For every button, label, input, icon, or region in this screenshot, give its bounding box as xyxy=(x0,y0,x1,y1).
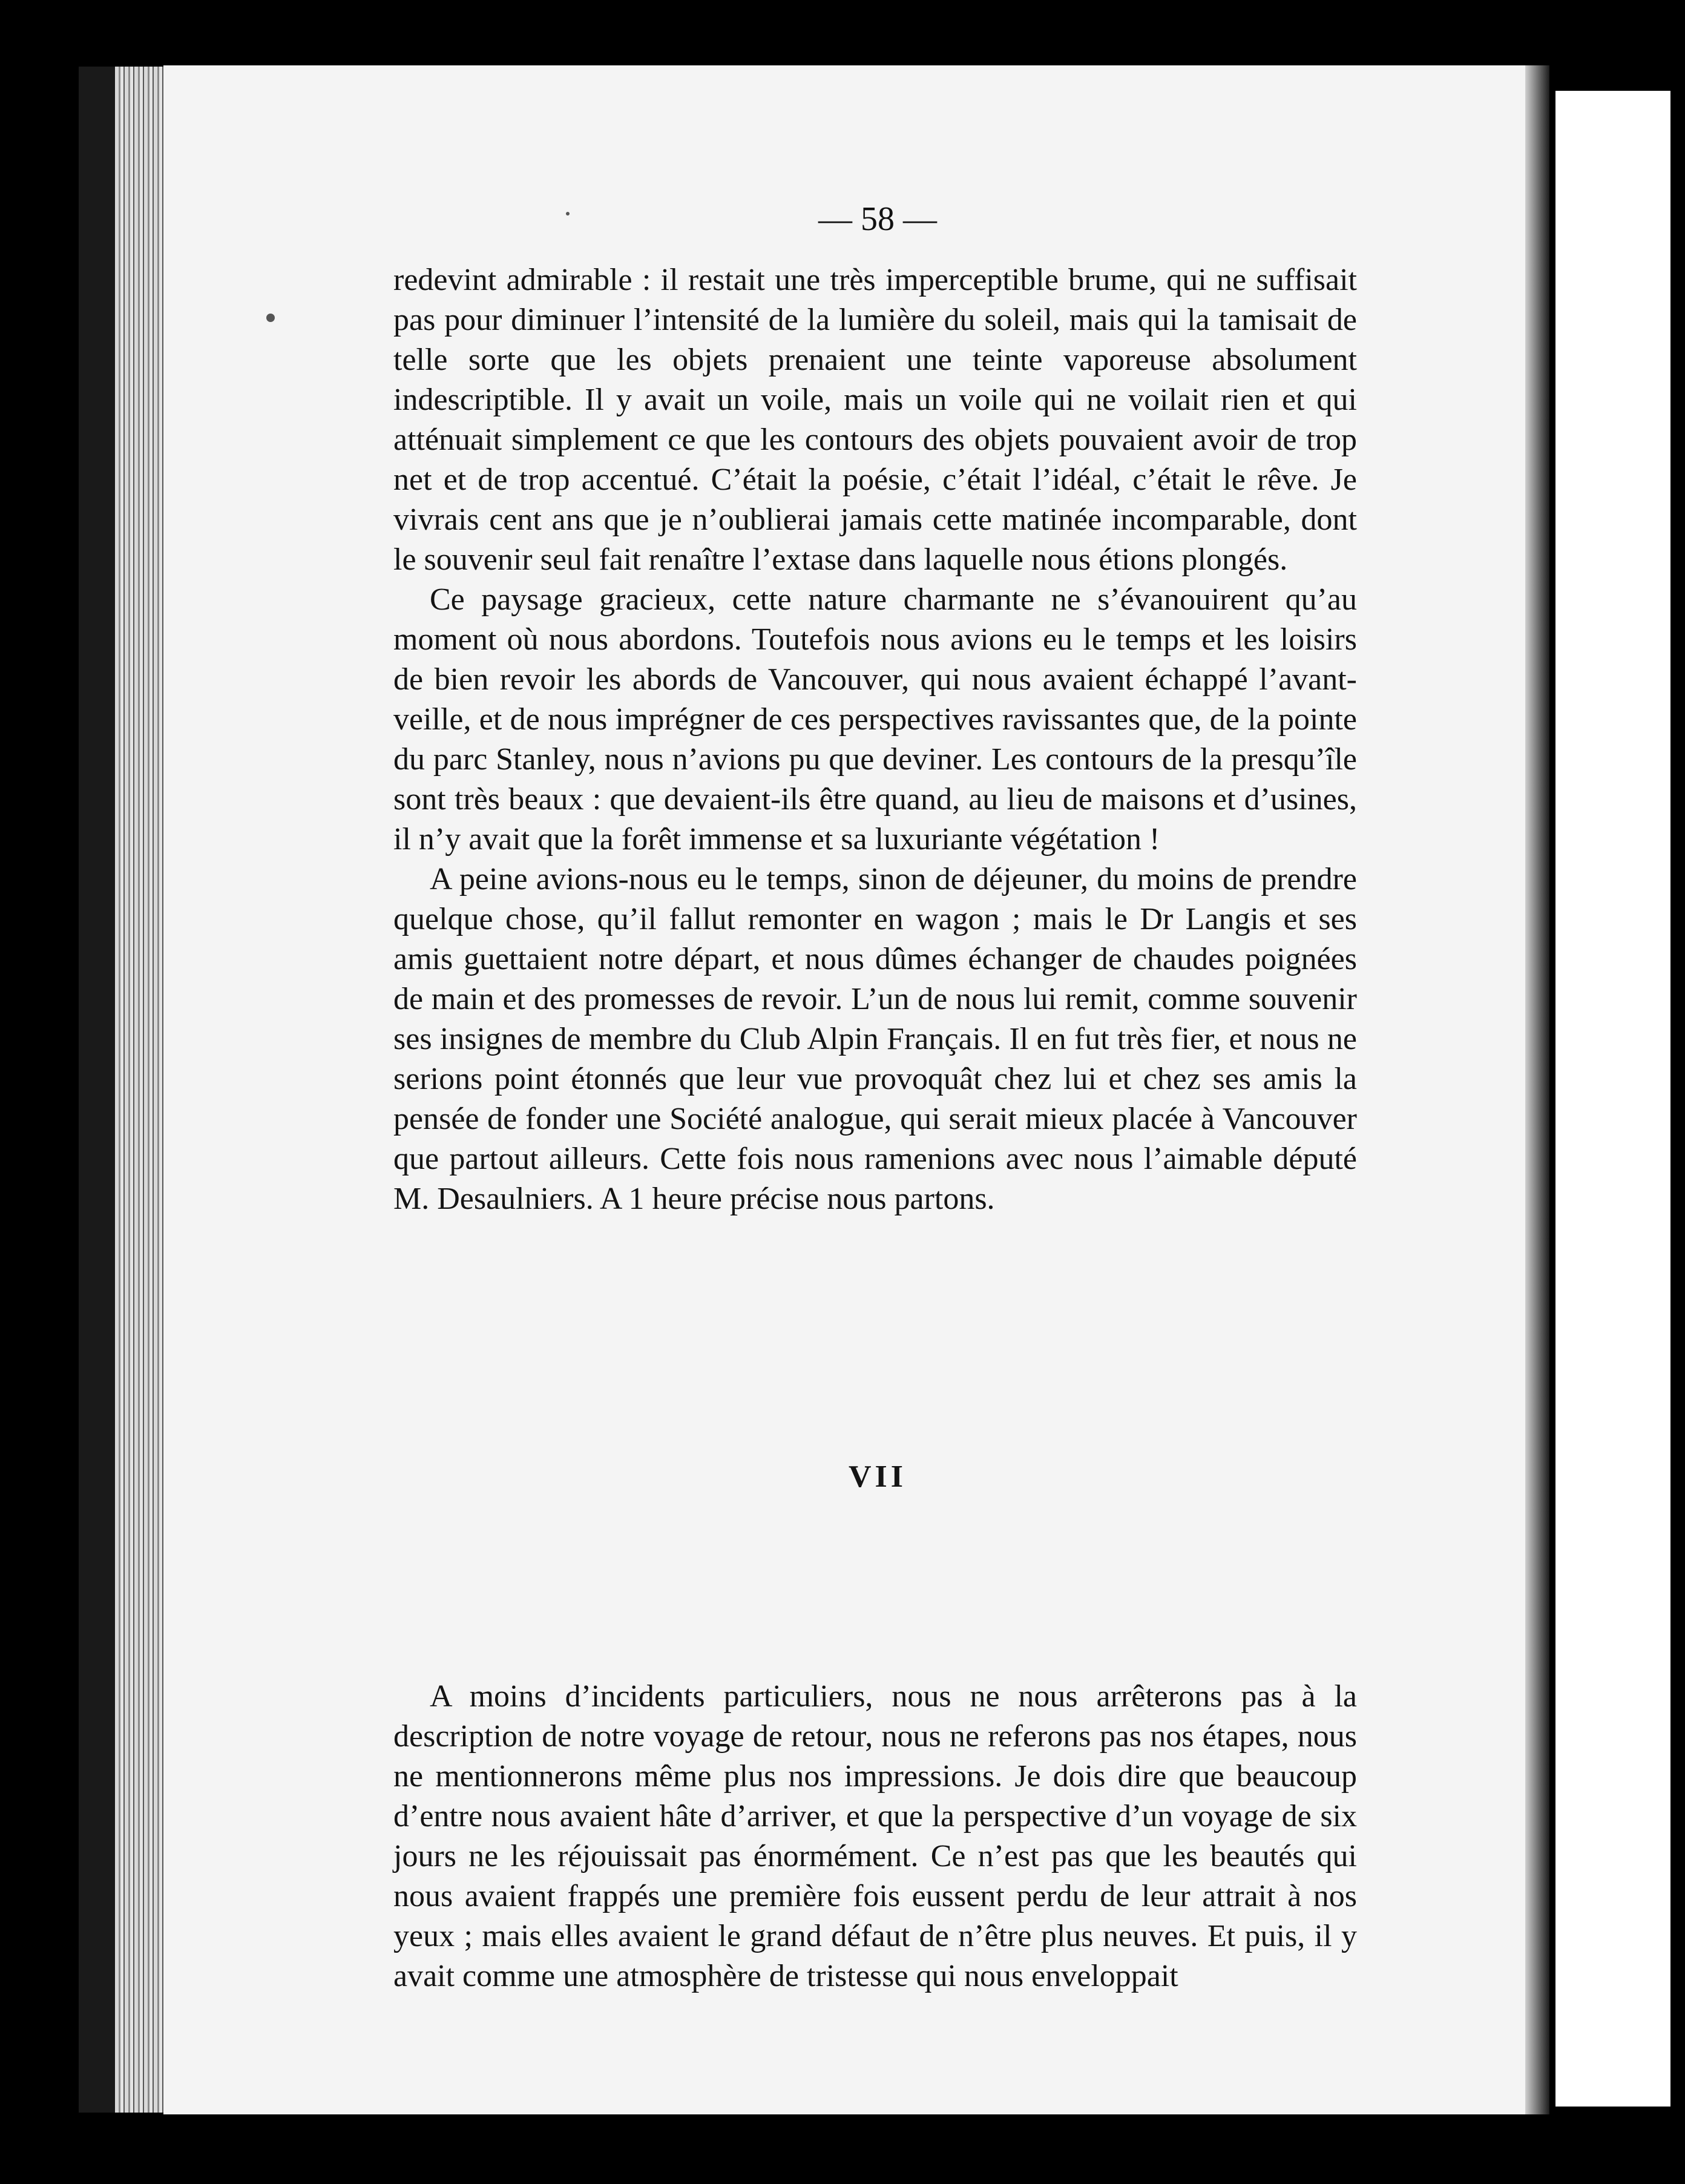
paragraph: A peine avions-nous eu le temps, sinon de déjeuner, du moins de prendre quelque chose, qu’il fallut remonter en wagon ; mais le Dr Langis et ses amis guettaient notre départ, et nous dûmes échanger de chaudes poignées de main et des promesses de revoir. L’un de nous lui remit, comme souvenir ses insignes de membre du Club Alpin Français. Il en fut très fier, et nous ne serions point étonnés que leur vue provoquât chez lui et chez ses amis la pensée de fonder une Société analogue, qui serait mieux placée à Vancouver que partout ailleurs. Cette fois nous ramenions avec nous l’aimable député M. Desaulniers. A 1 heure précise nous partons. xyxy=(393,862,1357,1216)
page-number: — 58 — xyxy=(818,200,937,238)
text-column-top xyxy=(393,260,1357,1219)
scan-speck xyxy=(266,314,275,322)
gutter-shadow xyxy=(1525,65,1549,2114)
text-column-bottom xyxy=(393,1677,1357,1996)
scan-speck xyxy=(566,212,570,215)
paragraph: Ce paysage gracieux, cette nature charmante ne s’évanouirent qu’au moment où nous abordons. Toutefois nous avions eu le temps et les loisirs de bien revoir les abords de Vancouver, qui nous avaient échappé l’avant-veille, et de nous imprégner de ces perspectives ravissantes que, de la pointe du parc Stanley, nous n’avions pu que deviner. Les contours de la presqu’île sont très beaux : que devaient-ils être quand, au lieu de maisons et d’usines, il n’y avait que la forêt immense et sa luxuriante végétation ! xyxy=(393,582,1357,857)
page-edges xyxy=(115,67,163,2113)
book-spine xyxy=(79,67,115,2113)
paragraph: redevint admirable : il restait une très imperceptible brume, qui ne suffisait pas pour diminuer l’intensité de la lumière du soleil, mais qui la tamisait de telle sorte que les objets prenaient une teinte vaporeuse absolument indescriptible. Il y avait un voile, mais un voile qui ne voilait rien et qui atténuait simplement ce que les contours des objets pouvaient avoir de trop net et de trop accentué. C’était la poésie, c’était l’idéal, c’était le rêve. Je vivrais cent ans que je n’oublierai jamais cette matinée incomparable, dont le souvenir seul fait renaître l’extase dans laquelle nous étions plongés. xyxy=(393,263,1357,577)
adjacent-page-edge xyxy=(1555,91,1670,2107)
section-heading: VII xyxy=(848,1459,907,1494)
paragraph: A moins d’incidents particuliers, nous ne nous arrêterons pas à la description de notre voyage de retour, nous ne referons pas nos étapes, nous ne mentionnerons même plus nos impressions. Je dois dire que beaucoup d’entre nous avaient hâte d’arriver, et que la perspective d’un voyage de six jours ne les réjouissait pas énormément. Ce n’est pas que les beautés qui nous avaient frappés une première fois eussent perdu de leur attrait à nos yeux ; mais elles avaient le grand défaut de n’être plus neuves. Et puis, il y avait comme une atmosphère de tristesse qui nous enveloppait xyxy=(393,1679,1357,1993)
